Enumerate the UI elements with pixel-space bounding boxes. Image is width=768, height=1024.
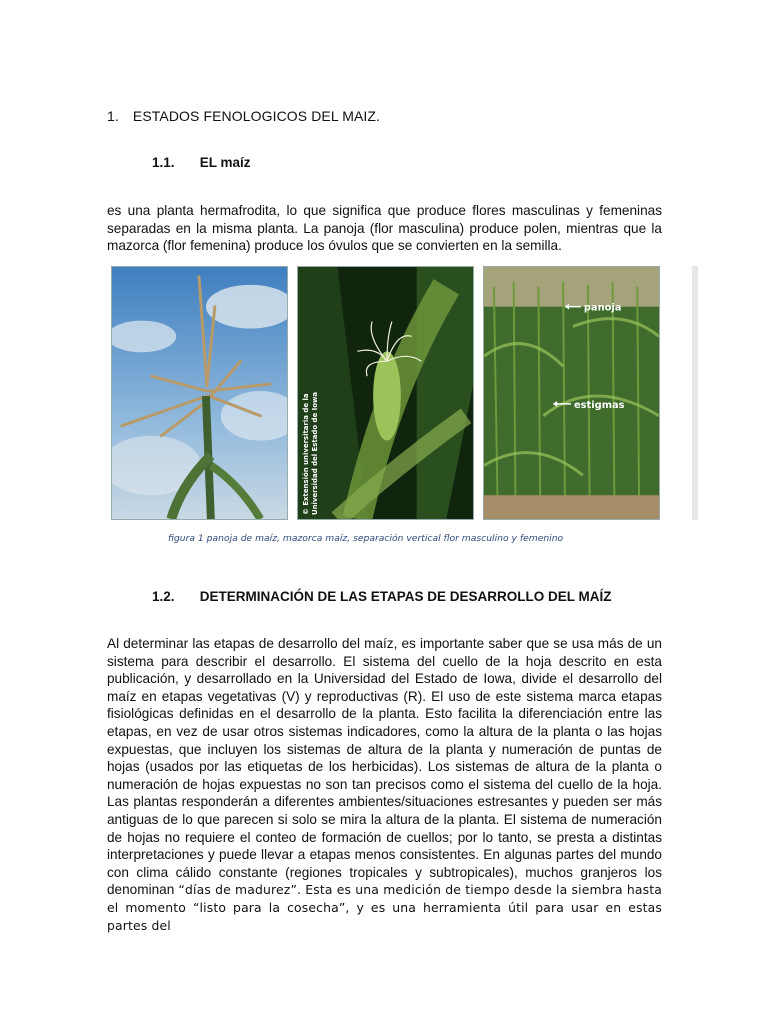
photo-maize-tassel	[111, 266, 288, 520]
paragraph-2-tail: “días de madurez”. Esta es una medición de tiempo desde la siembra hasta el momento “listo para la cosecha”, y es una herramienta útil para usar en estas partes del	[107, 882, 662, 933]
section-1-1-number: 1.1.	[152, 155, 175, 170]
heading-1-text: ESTADOS FENOLOGICOS DEL MAIZ.	[132, 108, 381, 124]
label-panoja: panoja	[583, 302, 622, 314]
photo-corn-ear	[297, 266, 474, 520]
section-1-2-number: 1.2.	[152, 589, 175, 604]
paragraph-2	[107, 635, 662, 934]
page-edge-bar	[692, 266, 698, 520]
photo-credit-line2: Universidad del Estado de Iowa	[310, 391, 319, 516]
label-estigmas: estigmas	[573, 399, 625, 411]
section-1-2-heading	[152, 589, 612, 604]
section-1-1-heading	[152, 155, 251, 170]
corn-field-image	[484, 267, 659, 519]
paragraph-1: es una planta hermafrodita, lo que significa que produce flores masculinas y femeninas separadas en la misma planta. La panoja (flor masculina) produce polen, mientras que la mazorca (flor femenina) produce los óvulos que se convierten en la semilla.	[107, 203, 662, 254]
heading-1-number: 1.	[107, 108, 119, 124]
section-1-2-title: DETERMINACIÓN DE LAS ETAPAS DE DESARROLLO DEL MAÍZ	[199, 589, 612, 604]
corn-ear-image	[298, 267, 473, 519]
paragraph-2-main: Al determinar las etapas de desarrollo del maíz, es importante saber que se usa más de un sistema para describir el desarrollo. El sistema del cuello de la hoja descrito en esta publicación, y desarrollado en la Universidad del Estado de Iowa, divide el desarrollo del maíz en etapas vegetativas (V) y reproductivas (R). El uso de este sistema marca etapas fisiológicas definidas en el desarrollo de la planta. Esto facilita la diferenciación entre las etapas, en vez de usar otros sistemas indicadores, como la altura de la planta o las hojas expuestas, que incluyen los sistemas de altura de la planta y numeración de puntas de hojas (usados por las etiquetas de los herbicidas). Los sistemas de altura de la planta o numeración de hojas expuestas no son tan precisos como el sistema del cuello de la hoja. Las plantas responderán a diferentes ambientes/situaciones estresantes y pueden ser más antiguas de lo que parecen si solo se mira la altura de la planta. El sistema de numeración de hojas no requiere el conteo de formación de cuellos; por lo tanto, se presta a distintas interpretaciones y puede llevar a etapas menos consistentes. En algunas partes del mundo con clima cálido constante (regiones tropicales y subtropicales), muchos granjeros los denominan	[107, 636, 662, 898]
photo-corn-field	[483, 266, 660, 520]
figure-caption: figura 1 panoja de maíz, mazorca maíz, separación vertical flor masculino y femenino	[168, 533, 564, 544]
photo-credit-line1: © Extensión universitaria de la	[301, 393, 310, 516]
tassel-image	[112, 267, 287, 519]
heading-1	[107, 108, 380, 124]
section-1-1-title: EL maíz	[199, 155, 251, 170]
